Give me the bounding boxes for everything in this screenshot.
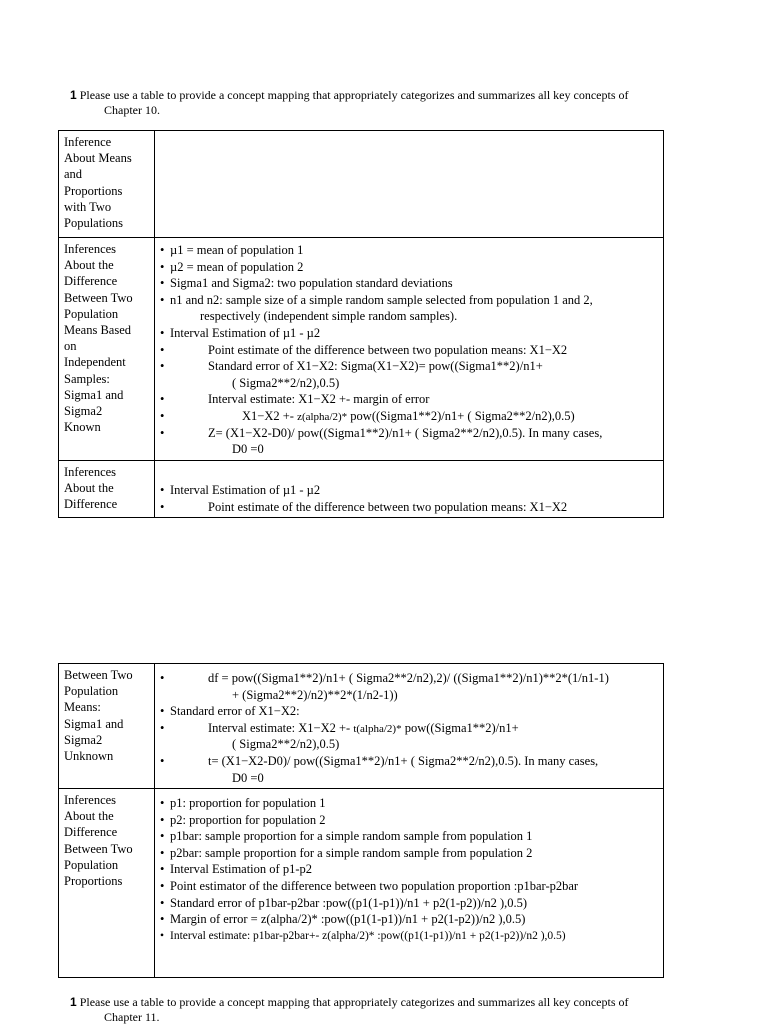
row-label xyxy=(59,461,155,517)
bullet-item: • p1bar: sample proportion for a simple random sample from population 1 xyxy=(160,829,533,844)
label-line: Between Two xyxy=(64,290,133,305)
bullet-item: • Point estimate of the difference between two population means: X1−X2 xyxy=(160,499,568,514)
continuation-line: ( Sigma2**2/n2),0.5) xyxy=(232,737,340,752)
bullet-item: • Interval estimate: X1−X2 +- margin of error xyxy=(160,392,430,407)
bullet-item: • n1 and n2: sample size of a simple random sample selected from population 1 and 2, xyxy=(160,292,593,307)
bullet-item: • X1−X2 +- z(alpha/2)* pow((Sigma1**2)/n1+ ( Sigma2**2/n2),0.5) xyxy=(160,408,575,423)
bullet-item: • µ2 = mean of population 2 xyxy=(160,259,304,274)
label-line: Inferences xyxy=(64,793,117,807)
label-line: Populations xyxy=(64,216,124,231)
label-line: on xyxy=(64,339,77,354)
row-label xyxy=(59,789,155,977)
question-ch11 xyxy=(70,995,629,1024)
table-row xyxy=(59,237,663,460)
row-label xyxy=(59,131,155,237)
question-text: Please use a table to provide a concept mapping that appropriately categorizes and summarizes all key concepts of xyxy=(79,88,629,102)
bullet-item: • p1: proportion for population 1 xyxy=(160,796,326,810)
bullet-item: • p2bar: sample proportion for a simple random sample from population 2 xyxy=(160,845,533,860)
label-line: About Means xyxy=(64,151,132,166)
bullet-item: • Interval estimate: p1bar-p2bar+- z(alpha/2)* :pow((p1(1-p1))/n1 + p2(1-p2))/n2 ),0.5) xyxy=(160,929,566,942)
label-line: Sigma2 xyxy=(64,404,103,419)
question-number: 1 xyxy=(70,995,77,1009)
label-line: Between Two xyxy=(64,668,133,682)
bullet-item: • df = pow((Sigma1**2)/n1+ ( Sigma2**2/n2),2)/ ((Sigma1**2)/n1)**2*(1/n1-1) xyxy=(160,671,609,685)
row-label xyxy=(59,238,155,460)
label-line: Proportions xyxy=(64,183,123,198)
bullet-item: • µ1 = mean of population 1 xyxy=(160,243,304,257)
row-content xyxy=(156,664,663,788)
label-line: Difference xyxy=(64,825,118,840)
label-line: Means Based xyxy=(64,323,131,338)
bullet-item: • Sigma1 and Sigma2: two population standard deviations xyxy=(160,276,453,291)
label-line: Population xyxy=(64,306,119,321)
bullet-item: • Z= (X1−X2-D0)/ pow((Sigma1**2)/n1+ ( Sigma2**2/n2),0.5). In many cases, xyxy=(160,425,603,440)
bullet-item: • Standard error of X1−X2: xyxy=(160,704,300,719)
label-line: Population xyxy=(64,857,119,872)
bullet-item: • Margin of error = z(alpha/2)* :pow((p1(1-p1))/n1 + p2(1-p2))/n2 ),0.5) xyxy=(160,912,526,927)
table-row xyxy=(59,131,663,237)
label-line: Sigma1 and xyxy=(64,716,124,731)
label-line: Population xyxy=(64,684,119,699)
question-text: Please use a table to provide a concept mapping that appropriately categorizes and summarizes all key concepts of xyxy=(79,995,629,1009)
label-line: Unknown xyxy=(64,749,114,764)
label-line: Samples: xyxy=(64,371,110,386)
bullet-item: • Standard error of X1−X2: Sigma(X1−X2)= pow((Sigma1**2)/n1+ xyxy=(160,359,543,374)
label-line: About the xyxy=(64,481,114,496)
label-line: Sigma2 xyxy=(64,732,103,747)
continuation-line: D0 =0 xyxy=(232,770,264,785)
table-row xyxy=(59,664,663,788)
bullet-item: • Interval Estimation of µ1 - µ2 xyxy=(160,325,321,340)
bullet-item: • t= (X1−X2-D0)/ pow((Sigma1**2)/n1+ ( Sigma2**2/n2),0.5). In many cases, xyxy=(160,753,599,768)
label-line: Known xyxy=(64,420,101,435)
bullet-item: • Interval Estimation of p1-p2 xyxy=(160,862,312,877)
label-line: Sigma1 and xyxy=(64,387,124,402)
question-number: 1 xyxy=(70,88,77,102)
continuation-line: respectively (independent simple random samples). xyxy=(200,309,458,324)
row-label xyxy=(59,664,155,788)
label-line: Difference xyxy=(64,497,118,512)
bullet-item: • Interval Estimation of µ1 - µ2 xyxy=(160,483,321,497)
label-line: with Two xyxy=(64,199,112,214)
label-line: About the xyxy=(64,809,114,824)
concept-table-1 xyxy=(58,130,664,518)
label-line: Inferences xyxy=(64,465,117,479)
continuation-line: D0 =0 xyxy=(232,442,264,457)
label-line: Difference xyxy=(64,274,118,289)
bullet-item: • Standard error of p1bar-p2bar :pow((p1(1-p1))/n1 + p2(1-p2))/n2 ),0.5) xyxy=(160,895,528,910)
row-content xyxy=(156,238,663,460)
table-row xyxy=(59,788,663,977)
continuation-line: ( Sigma2**2/n2),0.5) xyxy=(232,375,340,390)
table-row xyxy=(59,460,663,517)
label-line: Inferences xyxy=(64,242,117,256)
label-line: Independent xyxy=(64,355,126,370)
concept-table-2 xyxy=(58,663,664,978)
label-line: and xyxy=(64,167,83,182)
label-line: Means: xyxy=(64,700,101,715)
bullet-item: • Point estimate of the difference between two population means: X1−X2 xyxy=(160,342,568,357)
bullet-item: • p2: proportion for population 2 xyxy=(160,812,326,827)
question-ch10 xyxy=(70,88,629,117)
question-continuation: Chapter 11. xyxy=(104,1010,160,1024)
row-content xyxy=(156,461,663,517)
label-line: Inference xyxy=(64,135,112,149)
bullet-item: • Point estimator of the difference between two population proportion :p1bar-p2bar xyxy=(160,878,579,893)
label-line: Proportions xyxy=(64,874,123,889)
label-line: Between Two xyxy=(64,841,133,856)
question-continuation: Chapter 10. xyxy=(104,103,160,117)
row-content xyxy=(156,789,663,977)
row-content xyxy=(156,131,663,237)
label-line: About the xyxy=(64,258,114,273)
bullet-item: • Interval estimate: X1−X2 +- t(alpha/2)* pow((Sigma1**2)/n1+ xyxy=(160,720,519,735)
continuation-line: + (Sigma2**2)/n2)**2*(1/n2-1)) xyxy=(232,687,398,702)
